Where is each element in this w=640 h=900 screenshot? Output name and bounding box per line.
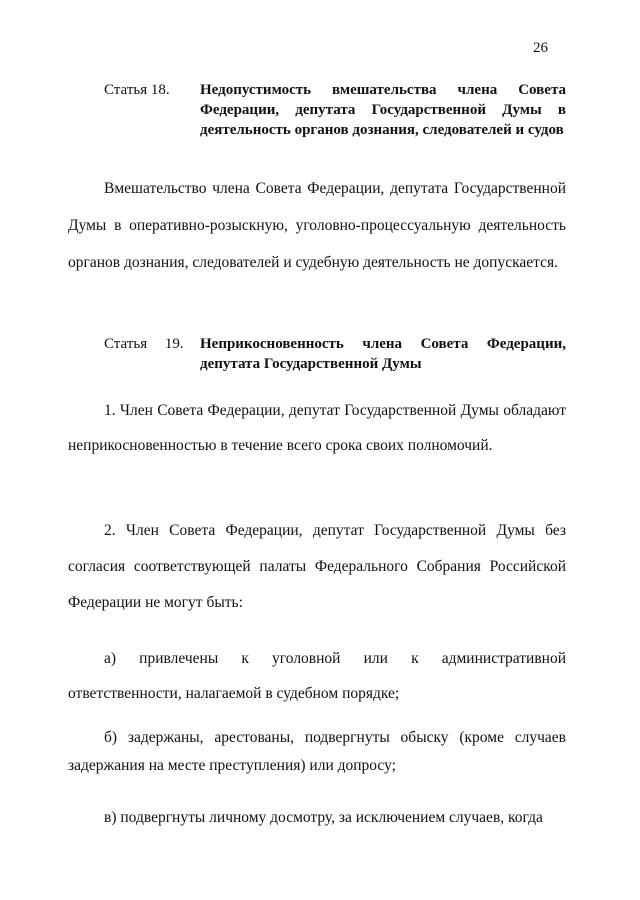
article-19-title: [104, 334, 566, 374]
article-18-title: [104, 80, 566, 140]
article-18-heading: Недопустимость вмешательства члена Совета Федерации, депутата Государственной Думы в деятельность органов дознания, следователей и судов: [200, 82, 566, 138]
article-19-label: Статья 19.: [104, 336, 184, 352]
article-18-body: Вмешательство члена Совета Федерации, депутата Государственной Думы в оперативно-розыскную, уголовно-процессуальную деятельность органов дознания, следователей и судебную деятельность не допускается.: [68, 180, 566, 271]
article-19-part-1: 1. Член Совета Федерации, депутат Государственной Думы обладают неприкосновенностью в течение всего срока своих полномочий.: [68, 402, 566, 454]
page-number: 26: [533, 40, 548, 56]
article-19-item-b: б) задержаны, арестованы, подвергнуты обыску (кроме случаев задержания на месте преступления) или допросу;: [68, 729, 566, 774]
article-19-heading: Неприкосновенность члена Совета Федерации, депутата Государственной Думы: [200, 336, 566, 372]
article-19-item-a: а) привлечены к уголовной или к административной ответственности, налагаемой в судебном порядке;: [68, 650, 566, 702]
article-18-label: Статья 18.: [104, 82, 170, 98]
article-19-item-c: в) подвергнуты личному досмотру, за исключением случаев, когда: [104, 809, 543, 826]
article-19-part-2: 2. Член Совета Федерации, депутат Государственной Думы без согласия соответствующей палаты Федерального Собрания Российской Федерации не могут быть:: [68, 522, 566, 611]
